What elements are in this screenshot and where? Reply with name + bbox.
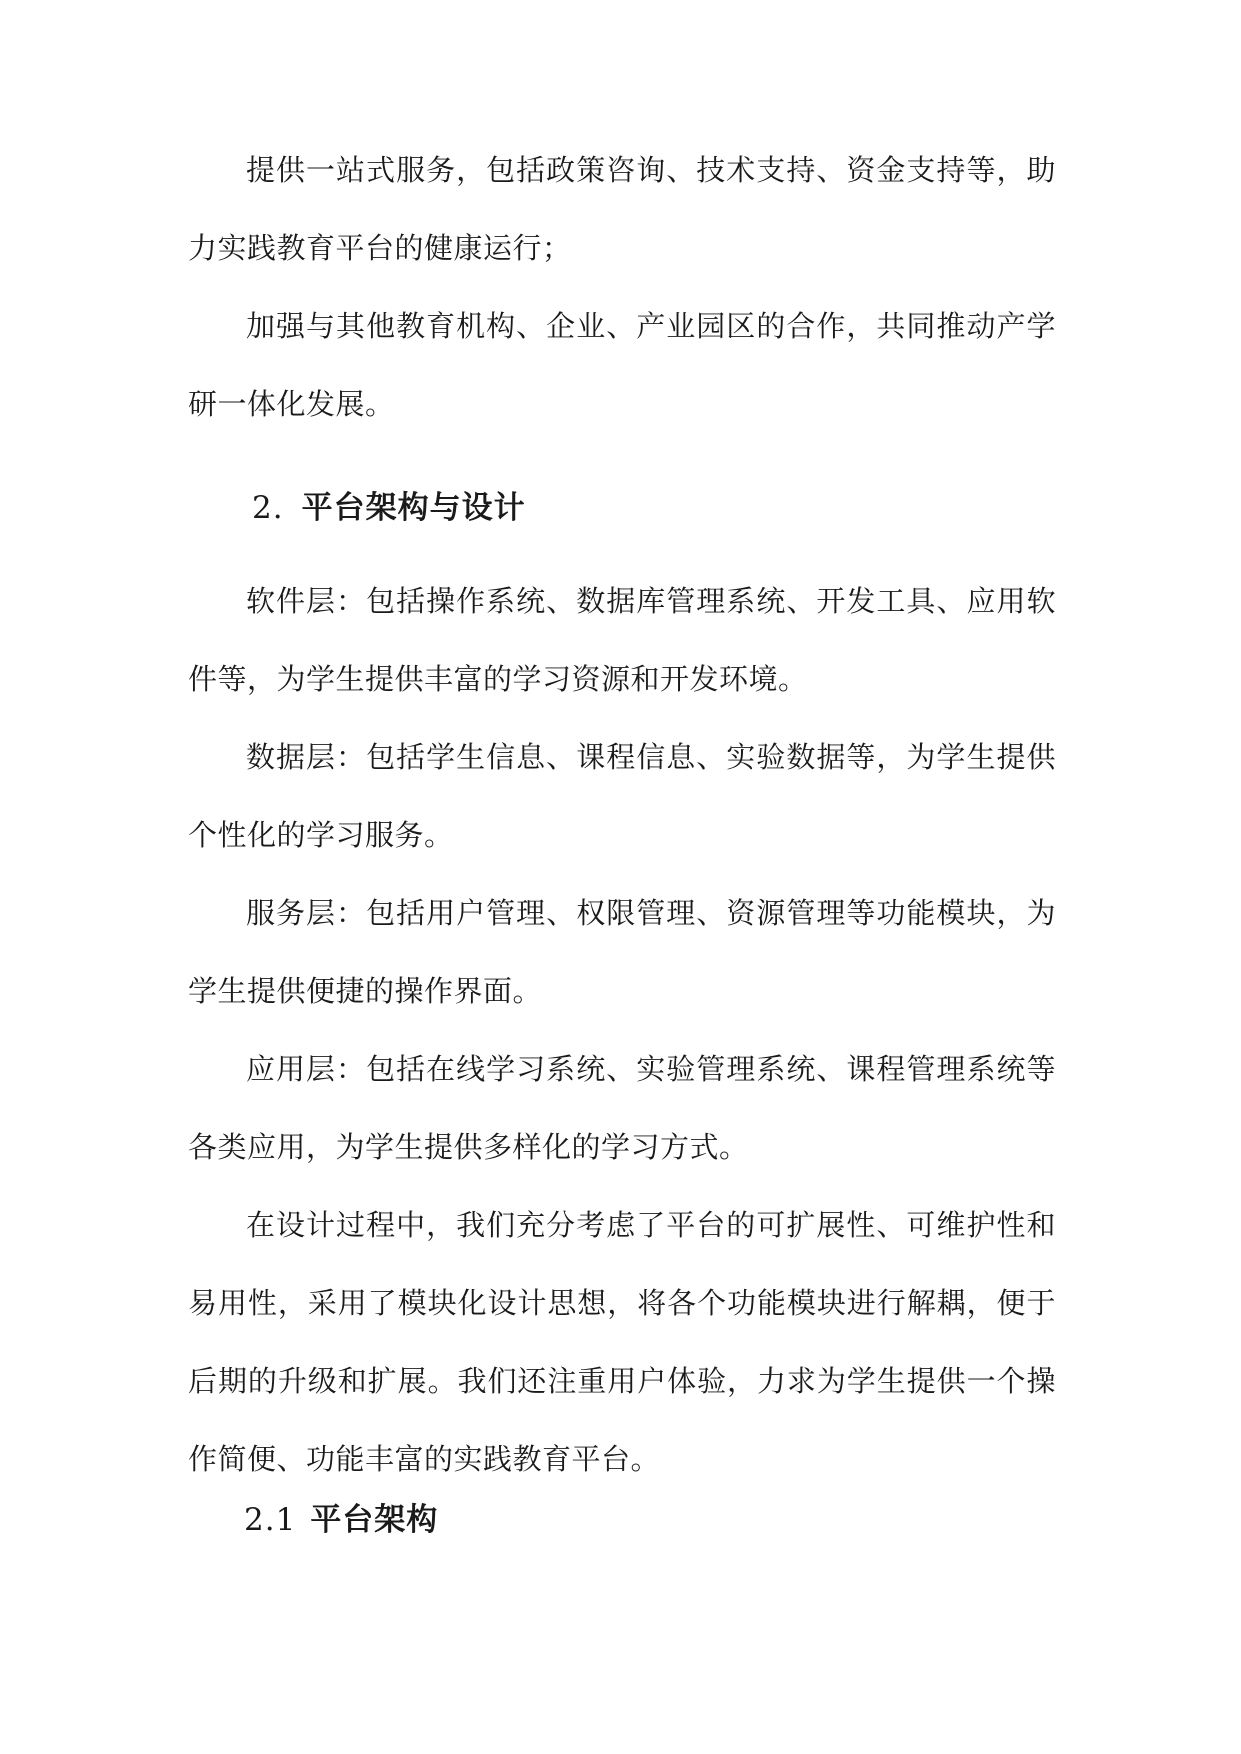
paragraph-one-stop-service: 提供一站式服务，包括政策咨询、技术支持、资金支持等，助力实践教育平台的健康运行； [188,153,1056,265]
paragraph-design-process: 在设计过程中，我们充分考虑了平台的可扩展性、可维护性和易用性，采用了模块化设计思想，将各个功能模块进行解耦，便于后期的升级和扩展。我们还注重用户体验，力求为学生提供一个操作简便、功能丰富的实践教育平台。 [188,1208,1056,1476]
section-title: 平台架构与设计 [301,490,526,526]
subsection-number: 2.1 [244,1502,297,1538]
paragraph-service-layer: 服务层：包括用户管理、权限管理、资源管理等功能模块，为学生提供便捷的操作界面。 [188,896,1056,1008]
paragraph-software-layer: 软件层：包括操作系统、数据库管理系统、开发工具、应用软件等，为学生提供丰富的学习资源和开发环境。 [188,584,1056,696]
subsection-title: 平台架构 [310,1502,439,1538]
paragraph-data-layer: 数据层：包括学生信息、课程信息、实验数据等，为学生提供个性化的学习服务。 [188,740,1056,852]
section-number: 2. [252,490,284,526]
section-heading-2 [252,488,526,528]
paragraph-cooperation: 加强与其他教育机构、企业、产业园区的合作，共同推动产学研一体化发展。 [188,309,1056,421]
paragraph-application-layer: 应用层：包括在线学习系统、实验管理系统、课程管理系统等各类应用，为学生提供多样化的学习方式。 [188,1052,1056,1164]
section-heading-2-1 [244,1500,438,1540]
